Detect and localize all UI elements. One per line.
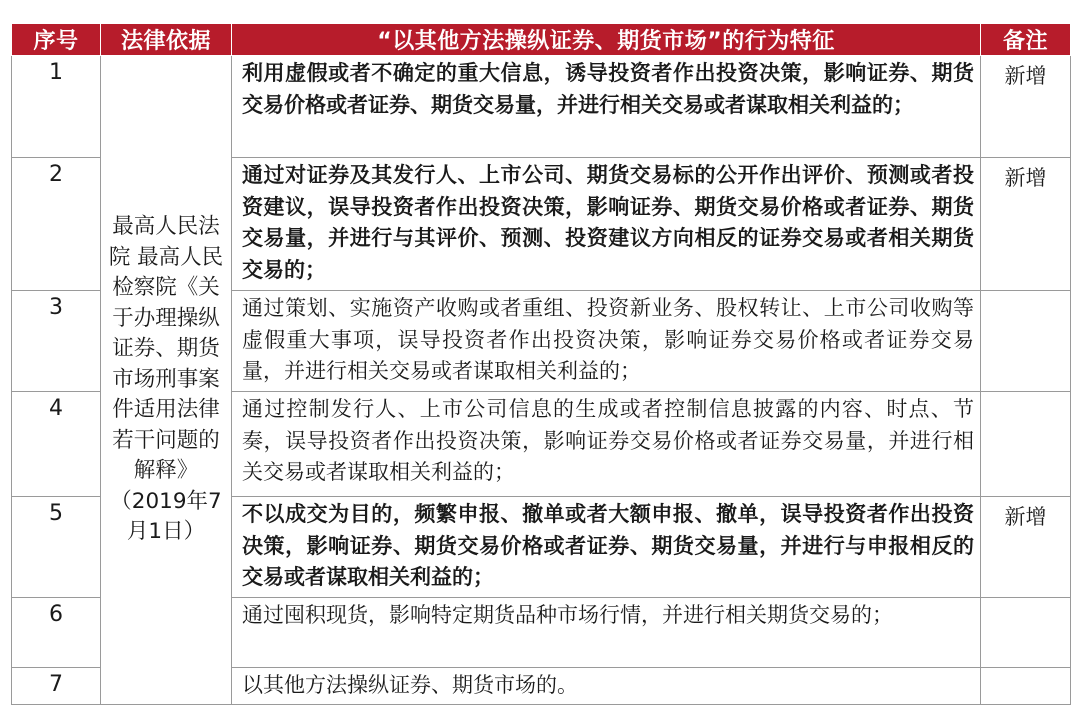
feature-text: 通过策划、实施资产收购或者重组、投资新业务、股权转让、上市公司收购等虚假重大事项，误导投资者作出投资决策，影响证券交易价格或者证券交易量，并进行相关交易或者谋取相关利益的； [232, 291, 981, 392]
note-cell [981, 668, 1071, 705]
row-number: 2 [12, 158, 101, 291]
feature-text: 利用虚假或者不确定的重大信息，诱导投资者作出投资决策，影响证券、期货交易价格或者证券、期货交易量，并进行相关交易或者谋取相关利益的； [232, 56, 981, 158]
header-no: 序号 [12, 24, 101, 56]
note-cell [981, 598, 1071, 668]
header-row [12, 24, 1071, 56]
row-number: 4 [12, 392, 101, 497]
note-cell: 新增 [981, 497, 1071, 598]
table-row [12, 56, 1071, 158]
feature-text: 不以成交为目的，频繁申报、撤单或者大额申报、撤单，误导投资者作出投资决策，影响证券、期货交易价格或者证券、期货交易量，并进行与申报相反的交易或者谋取相关利益的； [232, 497, 981, 598]
manipulation-table [11, 23, 1070, 705]
feature-text: 通过控制发行人、上市公司信息的生成或者控制信息披露的内容、时点、节奏，误导投资者作出投资决策，影响证券交易价格或者证券交易量，并进行相关交易或者谋取相关利益的； [232, 392, 981, 497]
comparison-table [11, 23, 1071, 705]
header-note: 备注 [981, 24, 1071, 56]
row-number: 7 [12, 668, 101, 705]
feature-text: 通过对证券及其发行人、上市公司、期货交易标的公开作出评价、预测或者投资建议，误导投资者作出投资决策，影响证券、期货交易价格或者证券、期货交易量，并进行与其评价、预测、投资建议方向相反的证券交易或者相关期货交易的； [232, 158, 981, 291]
feature-text: 以其他方法操纵证券、期货市场的。 [232, 668, 981, 705]
header-feature: “以其他方法操纵证券、期货市场”的行为特征 [232, 24, 981, 56]
legal-basis-cell: 最高人民法院 最高人民检察院《关于办理操纵证券、期货市场刑事案件适用法律若干问题的解释》（2019年7月1日） [101, 56, 232, 705]
row-number: 3 [12, 291, 101, 392]
header-legal-basis: 法律依据 [101, 24, 232, 56]
row-number: 5 [12, 497, 101, 598]
row-number: 6 [12, 598, 101, 668]
note-cell [981, 392, 1071, 497]
note-cell: 新增 [981, 158, 1071, 291]
note-cell [981, 291, 1071, 392]
note-cell: 新增 [981, 56, 1071, 158]
feature-text: 通过囤积现货，影响特定期货品种市场行情，并进行相关期货交易的； [232, 598, 981, 668]
row-number: 1 [12, 56, 101, 158]
